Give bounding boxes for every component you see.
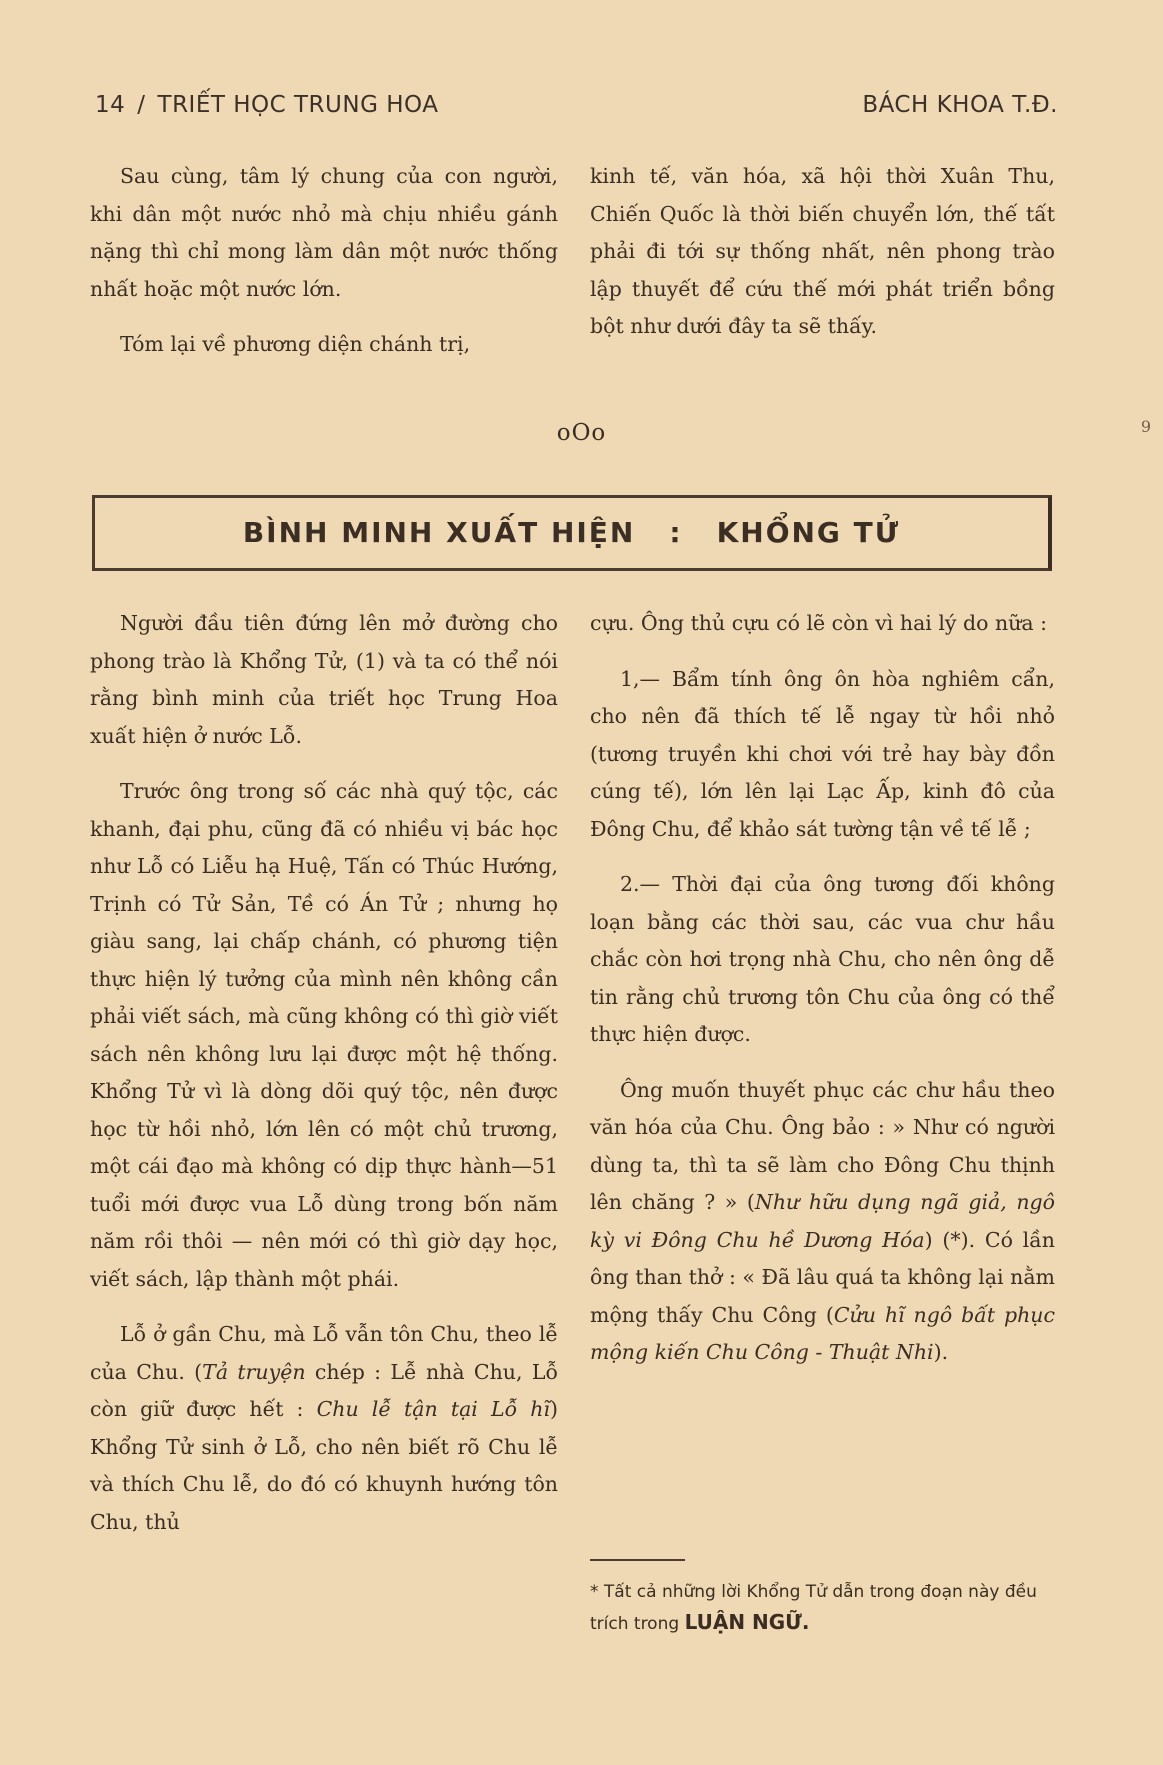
heading-part-2: KHỔNG TỬ — [716, 516, 901, 549]
text-run: chép : Lễ nhà Chu, Lỗ còn giữ được hết : — [90, 1359, 558, 1421]
page-mark: 9 — [1140, 417, 1151, 436]
footnote — [590, 1577, 1060, 1639]
top-right-column — [590, 158, 1055, 364]
paragraph: Người đầu tiên đứng lên mở đường cho phong trào là Khổng Tử, (1) và ta có thể nói rằng bình minh của triết học Trung Hoa xuất hiện ở nước Lỗ. — [90, 611, 558, 748]
text-run: Lỗ ở gần Chu, mà Lỗ vẫn tôn Chu, theo lễ của Chu. ( — [90, 1322, 558, 1384]
bottom-right-column — [590, 605, 1055, 1390]
paragraph — [590, 1072, 1055, 1372]
paragraph — [90, 1316, 558, 1541]
section-heading — [95, 516, 1048, 549]
page-number: 14 — [95, 92, 126, 118]
section-heading-box — [92, 495, 1052, 571]
section-ornament: oOo — [556, 420, 607, 446]
paragraph: kinh tế, văn hóa, xã hội thời Xuân Thu, Chiến Quốc là thời biến chuyển lớn, thế tất phải đi tới sự thống nhất, nên phong trào lập thuyết để cứu thế mới phát triển bồng bột như dưới đây ta sẽ thấy. — [590, 164, 1055, 338]
footnote-rule — [590, 1559, 685, 1561]
top-left-column — [90, 158, 558, 382]
header-separator: / — [137, 92, 146, 118]
italic-citation: Cửu hĩ ngô bất phục mộng kiến Chu Công - Thuật Nhi — [590, 1302, 1055, 1364]
italic-citation: Tả truyện — [202, 1359, 306, 1384]
bottom-left-column — [90, 605, 558, 1559]
list-item: 2.— Thời đại của ông tương đối không loạn bằng các thời sau, các vua chư hầu chắc còn hơi trọng nhà Chu, cho nên ông dễ tin rằng chủ trương tôn Chu của ông có thể thực hiện được. — [590, 872, 1055, 1046]
publication-name: BÁCH KHOA T.Đ. — [862, 92, 1058, 118]
header-left — [95, 92, 438, 118]
italic-citation: Như hữu dụng ngã giả, ngô kỳ vi Đông Chu hề Dương Hóa — [590, 1190, 1055, 1252]
heading-colon: : — [669, 516, 683, 549]
text-run: Ông muốn thuyết phục các chư hầu theo văn hóa của Chu. Ông bảo : » Như có người dùng ta, thì ta sẽ làm cho Đông Chu thịnh lên chăng ? » ( — [590, 1077, 1055, 1214]
italic-citation: Chu lễ tận tại Lỗ hĩ — [316, 1397, 550, 1421]
list-item: 1,— Bẩm tính ông ôn hòa nghiêm cẩn, cho nên đã thích tế lễ ngay từ hồi nhỏ (tương truyền khi chơi với trẻ hay bày đồn cúng tế), lớn lên lại Lạc Ấp, kinh đô của Đông Chu, để khảo sát tường tận về tế lễ ; — [590, 666, 1055, 841]
text-run: ) Khổng Tử sinh ở Lỗ, cho nên biết rõ Chu lễ và thích Chu lễ, do đó có khuynh hướng tôn Chu, thủ — [90, 1397, 558, 1534]
footnote-source: LUẬN NGỮ. — [684, 1610, 810, 1634]
heading-part-1: BÌNH MINH XUẤT HIỆN — [242, 516, 636, 549]
footnote-text: * Tất cả những lời Khổng Tử dẫn trong đoạn này đều trích trong — [590, 1582, 1037, 1634]
text-run: ) (*). Có lần ông than thở : « Đã lâu quá ta không lại nằm mộng thấy Chu Công ( — [590, 1227, 1055, 1327]
paragraph: Trước ông trong số các nhà quý tộc, các khanh, đại phu, cũng đã có nhiều vị bác học như Lỗ có Liễu hạ Huệ, Tấn có Thúc Hướng, Trịnh có Tử Sản, Tề có Án Tử ; nhưng họ giàu sang, lại chấp chánh, có phương tiện thực hiện lý tưởng của mình nên không cần phải viết sách, mà cũng không có thì giờ viết sách nên không lưu lại được một hệ thống. Khổng Tử vì là dòng dõi quý tộc, nên được học từ hồi nhỏ, lớn lên có một chủ trương, một cái đạo mà không có dịp thực hành—51 tuổi mới được vua Lỗ dùng trong bốn năm năm rồi thôi — nên mới có thì giờ dạy học, viết sách, lập thành một phái. — [90, 779, 558, 1291]
paragraph: Sau cùng, tâm lý chung của con người, khi dân một nước nhỏ mà chịu nhiều gánh nặng thì chỉ mong làm dân một nước thống nhất hoặc một nước lớn. — [90, 164, 558, 301]
section-title: TRIẾT HỌC TRUNG HOA — [157, 92, 439, 118]
paragraph: cựu. Ông thủ cựu có lẽ còn vì hai lý do nữa : — [590, 611, 1048, 635]
text-run: ). — [933, 1340, 949, 1364]
running-header — [95, 92, 1058, 132]
paragraph: Tóm lại về phương diện chánh trị, — [120, 332, 471, 356]
